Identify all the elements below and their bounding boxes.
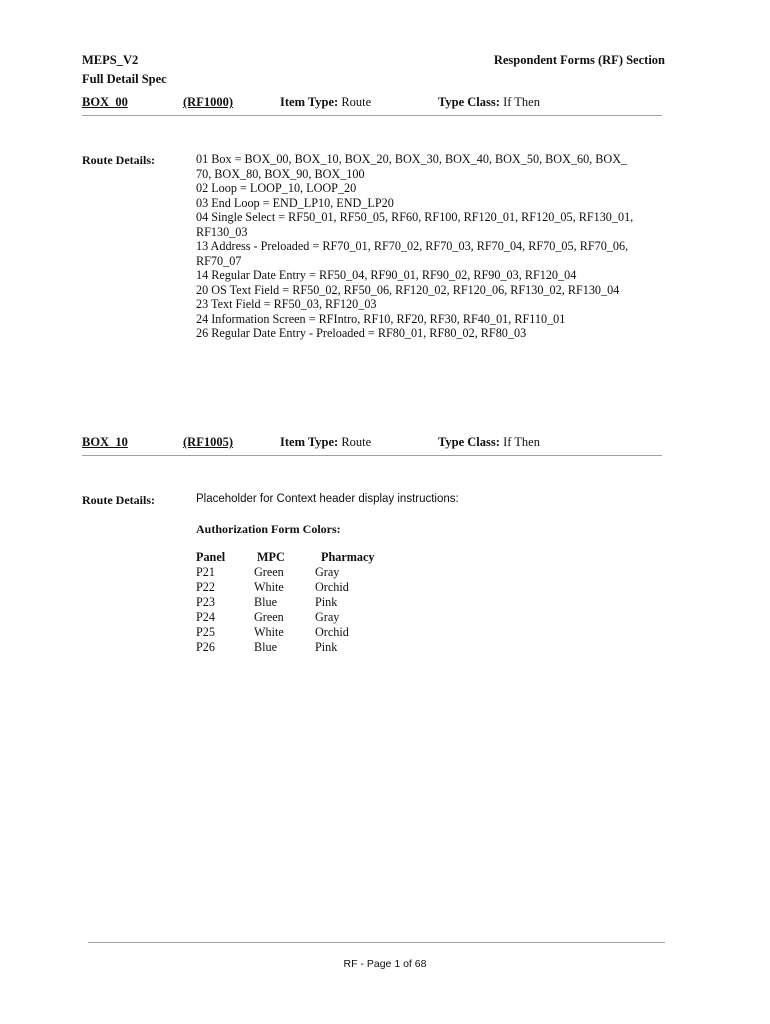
table-row	[196, 565, 401, 580]
route-details-list	[196, 152, 633, 341]
rf-id-1005: (RF1005)	[183, 435, 233, 449]
item-type-10	[280, 435, 371, 450]
type-class-label: Type Class:	[438, 435, 500, 449]
table-cell: P26	[196, 640, 215, 654]
table-cell: P21	[196, 565, 215, 579]
route-line: 26 Regular Date Entry - Preloaded = RF80_01, RF80_02, RF80_03	[196, 326, 527, 340]
table-header-row	[196, 550, 401, 565]
route-line: 24 Information Screen = RFIntro, RF10, RF20, RF30, RF40_01, RF110_01	[196, 311, 566, 326]
item-type-00	[280, 95, 371, 110]
authorization-form-colors-title: Authorization Form Colors:	[196, 522, 341, 536]
divider	[82, 455, 662, 456]
table-cell: Green	[254, 610, 284, 624]
route-line: RF130_03	[196, 224, 248, 239]
route-line: 14 Regular Date Entry = RF50_04, RF90_01, RF90_02, RF90_03, RF120_04	[196, 268, 577, 282]
table-cell: P23	[196, 595, 215, 609]
rf-id-1000: (RF1000)	[183, 95, 233, 109]
table-cell: White	[254, 580, 284, 594]
route-line: 04 Single Select = RF50_01, RF50_05, RF60, RF100, RF120_01, RF120_05, RF130_01,	[196, 210, 634, 224]
item-type-label: Item Type:	[280, 95, 339, 109]
divider	[82, 115, 662, 116]
type-class-value: If Then	[503, 435, 540, 449]
column-header-pharmacy: Pharmacy	[321, 550, 375, 564]
table-cell: P22	[196, 580, 215, 594]
route-line: 20 OS Text Field = RF50_02, RF50_06, RF120_02, RF120_06, RF130_02, RF130_04	[196, 282, 620, 297]
type-class-label: Type Class:	[438, 95, 500, 109]
item-type-value: Route	[341, 95, 372, 109]
route-details-label: Route Details:	[82, 493, 155, 507]
route-line: RF70_07	[196, 253, 242, 268]
item-type-label: Item Type:	[280, 435, 339, 449]
column-header-mpc: MPC	[257, 550, 285, 564]
route-line: 03 End Loop = END_LP10, END_LP20	[196, 195, 394, 210]
route-line: 70, BOX_80, BOX_90, BOX_100	[196, 166, 365, 181]
spec-title: Full Detail Spec	[82, 72, 167, 86]
table-cell: Gray	[315, 610, 340, 624]
route-line: 23 Text Field = RF50_03, RF120_03	[196, 297, 377, 311]
route-details-label: Route Details:	[82, 153, 155, 167]
footer-divider	[88, 942, 665, 943]
route-line: 13 Address - Preloaded = RF70_01, RF70_02, RF70_03, RF70_04, RF70_05, RF70_06,	[196, 239, 629, 253]
table-cell: Blue	[254, 595, 278, 609]
table-cell: P24	[196, 610, 215, 624]
table-cell: Pink	[315, 595, 338, 609]
table-cell: White	[254, 625, 284, 639]
box-id-10: BOX_10	[82, 435, 128, 449]
table-cell: Green	[254, 565, 284, 579]
table-cell: Orchid	[315, 625, 349, 639]
table-row	[196, 595, 401, 610]
table-cell: P25	[196, 625, 215, 639]
section-title: Respondent Forms (RF) Section	[493, 53, 665, 67]
placeholder-instructions: Placeholder for Context header display instructions:	[196, 493, 459, 505]
table-cell: Blue	[254, 640, 278, 654]
item-type-value: Route	[341, 435, 372, 449]
box-id-00: BOX_00	[82, 95, 128, 109]
type-class-value: If Then	[503, 95, 540, 109]
table-row	[196, 610, 401, 625]
type-class-00	[438, 95, 540, 110]
page-number: RF - Page 1 of 68	[343, 958, 427, 970]
column-header-panel: Panel	[196, 550, 226, 564]
route-line: 02 Loop = LOOP_10, LOOP_20	[196, 181, 357, 195]
table-row	[196, 640, 401, 655]
document-name: MEPS_V2	[82, 53, 139, 67]
table-cell: Orchid	[315, 580, 349, 594]
table-cell: Gray	[315, 565, 340, 579]
table-row	[196, 625, 401, 640]
route-line: 01 Box = BOX_00, BOX_10, BOX_20, BOX_30, BOX_40, BOX_50, BOX_60, BOX_	[196, 152, 628, 166]
table-row	[196, 580, 401, 595]
authorization-colors-table	[196, 550, 401, 655]
type-class-10	[438, 435, 540, 450]
table-cell: Pink	[315, 640, 338, 654]
